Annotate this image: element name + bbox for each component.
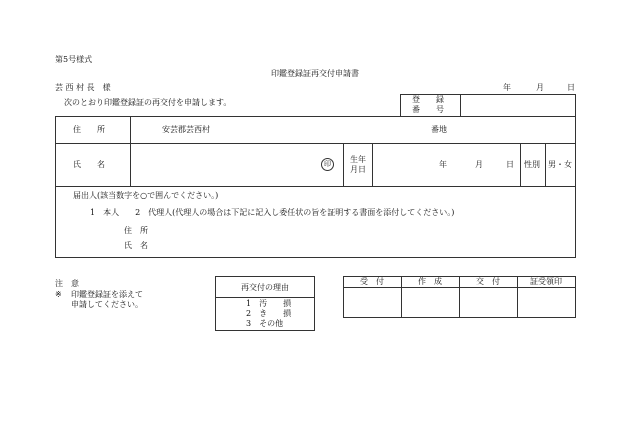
table-left (55, 116, 56, 258)
intro-text: 次のとおり印鑑登録証の再交付を申請します。 (64, 98, 232, 107)
reg-number-field[interactable] (461, 95, 574, 115)
agent-name-label: 氏 名 (124, 241, 148, 250)
reason-item[interactable]: 1 汚 損 (246, 299, 292, 308)
applicant-header: 届出人(該当数字を○で囲んでください。) (73, 191, 219, 200)
banchi-label: 番地 (431, 125, 447, 134)
reason-box-top (215, 276, 315, 277)
table-row-line-2 (55, 186, 576, 187)
birth-day: 日 (506, 160, 514, 169)
office-col-creation: 作 成 (418, 277, 442, 286)
reg-box-left (400, 94, 401, 116)
sex-col-right (545, 143, 546, 186)
birth-month: 月 (475, 160, 483, 169)
sex-value[interactable]: 男・女 (548, 160, 572, 169)
form-number: 第5号様式 (55, 55, 93, 64)
address-value[interactable]: 安芸郡芸西村 (162, 125, 210, 134)
name-field[interactable] (132, 145, 312, 184)
agent-address-label: 住 所 (124, 226, 148, 235)
sex-label: 性別 (524, 160, 540, 169)
reason-box-bottom (215, 330, 315, 331)
reason-item[interactable]: 3 その他 (246, 319, 284, 328)
seal-mark: 印 (321, 158, 334, 171)
name-label: 氏 名 (73, 160, 105, 169)
address-label: 住 所 (73, 125, 105, 134)
reason-header: 再交付の理由 (241, 283, 289, 292)
table-bottom (55, 257, 576, 258)
birth-col-right (372, 143, 373, 186)
office-col-reception: 受 付 (360, 277, 384, 286)
reg-label-2: 番 号 (412, 105, 444, 114)
reg-box-right (575, 94, 576, 116)
notes-line-1: 印鑑登録証を添えて (71, 290, 143, 299)
notes-title: 注 意 (55, 279, 79, 288)
office-col-receipt-seal: 証受領印 (530, 277, 562, 286)
reg-label-1: 登 録 (412, 95, 444, 104)
birth-label (344, 155, 372, 175)
applicant-options[interactable]: 1 本人 2 代理人(代理人の場合は下記に記入し委任状の旨を証明する書面を添付してください。) (90, 208, 455, 217)
date-year: 年 (503, 83, 511, 92)
sex-col-left (520, 143, 521, 186)
addressee: 芸 西 村 長 様 (55, 83, 111, 92)
office-col-line (575, 276, 576, 318)
birth-label-1: 生年 (350, 155, 366, 164)
reason-box-divider (215, 297, 315, 298)
notes-line-2: 申請してください。 (71, 300, 143, 309)
reason-item[interactable]: 2 き 損 (246, 309, 292, 318)
birth-year: 年 (439, 160, 447, 169)
table-top (55, 116, 576, 117)
form-title: 印鑑登録証再交付申請書 (271, 69, 359, 78)
table-row-line-1 (55, 143, 576, 144)
date-month: 月 (536, 83, 544, 92)
birth-label-2: 月日 (350, 165, 366, 174)
notes-mark: ※ (55, 290, 62, 299)
office-col-issue: 交 付 (476, 277, 500, 286)
table-right (575, 116, 576, 258)
label-col-divider (130, 116, 131, 186)
date-day: 日 (567, 83, 575, 92)
